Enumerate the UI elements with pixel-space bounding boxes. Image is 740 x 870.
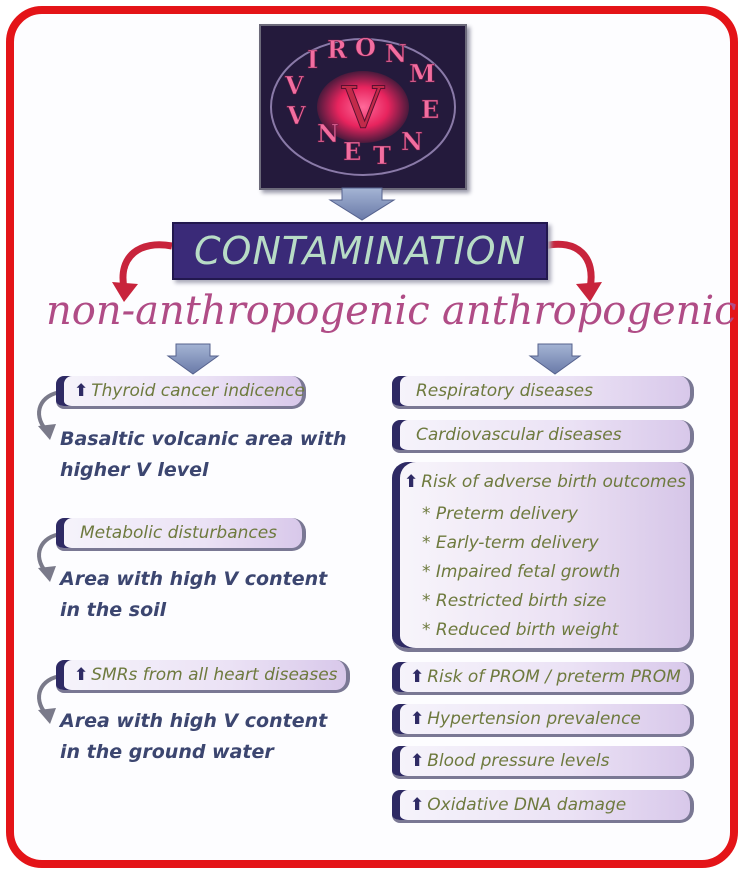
- left-curl-arrow-head-icon: [38, 708, 56, 724]
- increase-arrow-icon: ⬆: [404, 472, 419, 492]
- logo-letter: I: [307, 45, 319, 74]
- logo-letter: N: [317, 119, 339, 148]
- source-description: Basaltic volcanic area with higher V level: [60, 428, 347, 481]
- effect-label: ⬆ Blood pressure levels: [410, 751, 610, 771]
- logo-letter: M: [409, 59, 436, 88]
- contamination-title-box: [172, 222, 548, 280]
- right-curved-arrow-icon: [544, 244, 591, 288]
- effect-box-birth-outcomes: [392, 462, 694, 652]
- effect-box-oxidative-dna: [392, 790, 694, 823]
- increase-arrow-icon: ⬆: [410, 795, 425, 815]
- contamination-title: CONTAMINATION: [194, 229, 526, 273]
- effect-label: ⬆ Risk of adverse birth outcomes: [404, 472, 686, 492]
- effect-label: Metabolic disturbances: [80, 523, 278, 543]
- logo-letter: E: [421, 95, 440, 124]
- logo-letter: V: [287, 101, 306, 130]
- left-curved-arrow-icon: [123, 245, 172, 288]
- logo-letter: E: [343, 137, 362, 166]
- effect-box-hypertension: [392, 704, 694, 737]
- increase-arrow-icon: ⬆: [410, 667, 425, 687]
- logo-letter: O: [355, 33, 376, 62]
- branch-label-non-anthropogenic: non-anthropogenic: [46, 288, 430, 334]
- left-branch-arrow-icon: [168, 344, 218, 374]
- list-item: * Preterm delivery: [422, 504, 578, 524]
- source-description: Area with high V content in the soil: [60, 568, 328, 621]
- effect-box-prom: [392, 662, 694, 695]
- logo-letter: N: [401, 127, 423, 156]
- logo-letter: T: [373, 141, 391, 170]
- logo-letter: V: [285, 71, 304, 100]
- effect-box-thyroid-cancer: [56, 376, 306, 409]
- list-item: * Reduced birth weight: [422, 620, 619, 640]
- increase-arrow-icon: ⬆: [74, 665, 89, 685]
- left-curl-arrow-head-icon: [38, 424, 56, 440]
- effect-label: ⬆ SMRs from all heart diseases: [74, 665, 338, 685]
- list-item: * Impaired fetal growth: [422, 562, 621, 582]
- left-curl-arrow-head-icon: [38, 566, 56, 582]
- effect-label: ⬆ Oxidative DNA damage: [410, 795, 627, 815]
- branch-label-anthropogenic: anthropogenic: [442, 288, 737, 334]
- effect-label: Cardiovascular diseases: [416, 425, 622, 445]
- logo-letter: R: [327, 35, 347, 64]
- list-item: * Restricted birth size: [422, 591, 607, 611]
- effect-box-cardiovascular: [392, 420, 694, 453]
- logo-center-letter: V: [342, 74, 384, 142]
- logo-letter: N: [385, 39, 407, 68]
- source-description: Area with high V content in the ground water: [60, 710, 328, 763]
- effect-label: ⬆ Hypertension prevalence: [410, 709, 641, 729]
- list-item: * Early-term delivery: [422, 533, 599, 553]
- increase-arrow-icon: ⬆: [410, 709, 425, 729]
- effect-box-metabolic: [56, 518, 306, 551]
- right-branch-arrow-icon: [530, 344, 580, 374]
- increase-arrow-icon: ⬆: [74, 381, 89, 401]
- birth-outcomes-list: [422, 500, 620, 645]
- down-arrow-icon: [330, 188, 394, 220]
- effect-label: ⬆ Thyroid cancer indicence: [74, 381, 305, 401]
- effect-label: ⬆ Risk of PROM / preterm PROM: [410, 667, 681, 687]
- effect-box-blood-pressure: [392, 746, 694, 779]
- effect-label: Respiratory diseases: [416, 381, 593, 401]
- increase-arrow-icon: ⬆: [410, 751, 425, 771]
- effect-box-respiratory: [392, 376, 694, 409]
- effect-box-smrs-heart: [56, 660, 350, 693]
